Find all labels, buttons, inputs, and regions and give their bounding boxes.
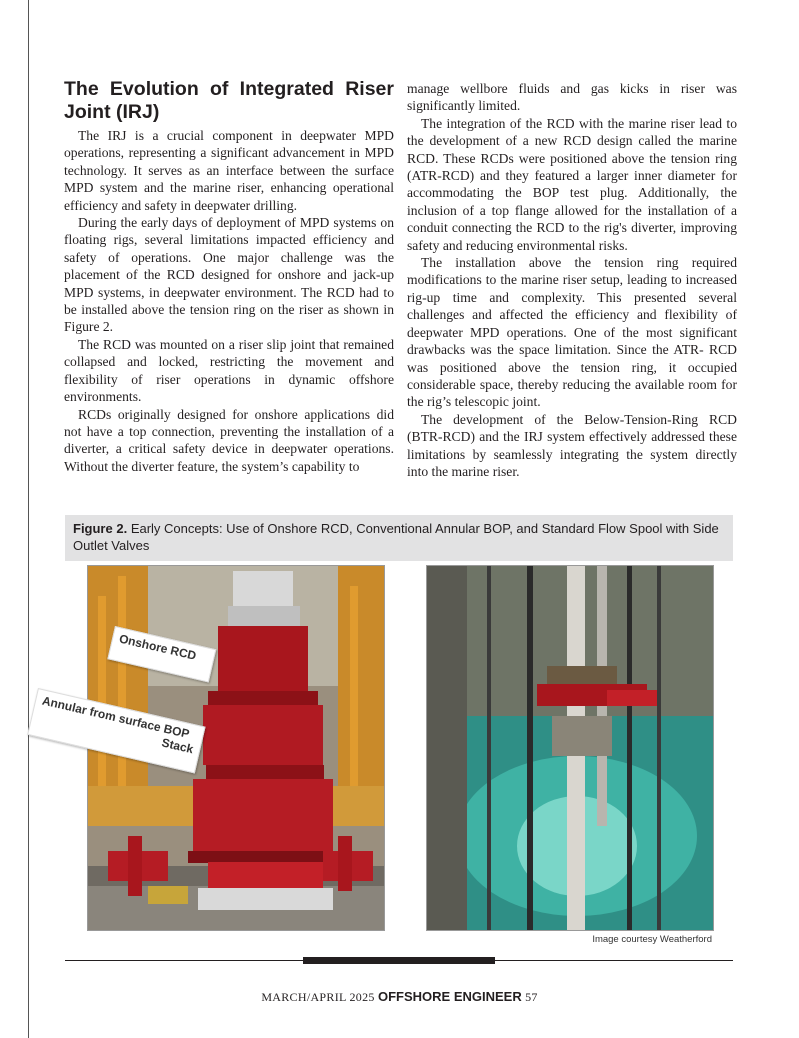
footer-rule-bar bbox=[303, 957, 495, 964]
figure-caption-text: Early Concepts: Use of Onshore RCD, Conventional Annular BOP, and Standard Flow Spool with Side Outlet Valves bbox=[73, 521, 719, 553]
figure-label: Figure 2. bbox=[73, 521, 128, 536]
paragraph: During the early days of deployment of MPD systems on floating rigs, several limitations impacted efficiency and safety of operations. One major challenge was the placement of the RCD designed for onshore and jack-up MPD systems, in deepwater environment. The RCD had to be installed above the tension ring on the riser as shown in Figure 2. bbox=[64, 215, 394, 335]
paragraph: The development of the Below-Tension-Ring RCD (BTR-RCD) and the IRJ system effectively addressed these limitations by seamlessly integrating the system directly into the marine riser. bbox=[407, 411, 737, 479]
paragraph: manage wellbore fluids and gas kicks in riser was significantly limited. bbox=[407, 81, 737, 114]
issue-date: MARCH/APRIL 2025 bbox=[261, 990, 375, 1004]
magazine-name: OFFSHORE ENGINEER bbox=[378, 989, 522, 1004]
paragraph: RCDs originally designed for onshore applications did not have a top connection, preventing the installation of a diverter, a critical safety device in deepwater operations. Without the diverter feature, the system’s capability to bbox=[64, 406, 394, 474]
photo-riser-deck bbox=[426, 565, 714, 931]
onshore-rcd-label: Onshore RCD bbox=[107, 626, 216, 683]
left-column bbox=[64, 78, 394, 475]
paragraph: The IRJ is a crucial component in deepwater MPD operations, representing a significant advancement in MPD technology. It serves as an interface between the surface MPD system and the marine riser, enhancing operational efficiency and safety in deepwater drilling. bbox=[64, 128, 394, 213]
figure-caption bbox=[65, 515, 733, 561]
photo-riser-deck-illustration bbox=[427, 566, 713, 930]
paragraph: The RCD was mounted on a riser slip joint that remained collapsed and locked, restricting the movement and flexibility of riser operations in dynamic offshore environments. bbox=[64, 336, 394, 405]
paragraph: The integration of the RCD with the marine riser lead to the development of a new RCD design called the marine RCD. These RCDs were positioned above the tension ring (ATR-RCD) and they featured a larger inner diameter for accommodating the BOP test plug. Additionally, the inclusion of a top flange allowed for the installation of a conduit connecting the RCD to the rig's diverter, improving safety and reducing environmental risks. bbox=[407, 115, 737, 253]
page-footer bbox=[0, 989, 799, 1005]
annular-bop-label-line: Stack bbox=[160, 735, 195, 757]
page-number: 57 bbox=[525, 990, 538, 1004]
page-spine-line bbox=[28, 0, 29, 1038]
annular-bop-label-line: Annular from surface BOP bbox=[40, 693, 191, 742]
article-title: The Evolution of Integrated Riser Joint (IRJ) bbox=[64, 78, 394, 123]
right-column bbox=[407, 80, 737, 480]
image-credit: Image courtesy Weatherford bbox=[592, 934, 712, 945]
paragraph: The installation above the tension ring required modifications to the marine riser setup, leading to increased rig-up time and complexity. This presented several challenges and affected the efficiency and flexibility of deepwater MPD operations. One of the most significant drawbacks was the space limitation. Since the ATR- RCD was positioned above the tension ring, it occupied considerable space, thereby reducing the available room for the rig’s telescopic joint. bbox=[407, 255, 737, 410]
